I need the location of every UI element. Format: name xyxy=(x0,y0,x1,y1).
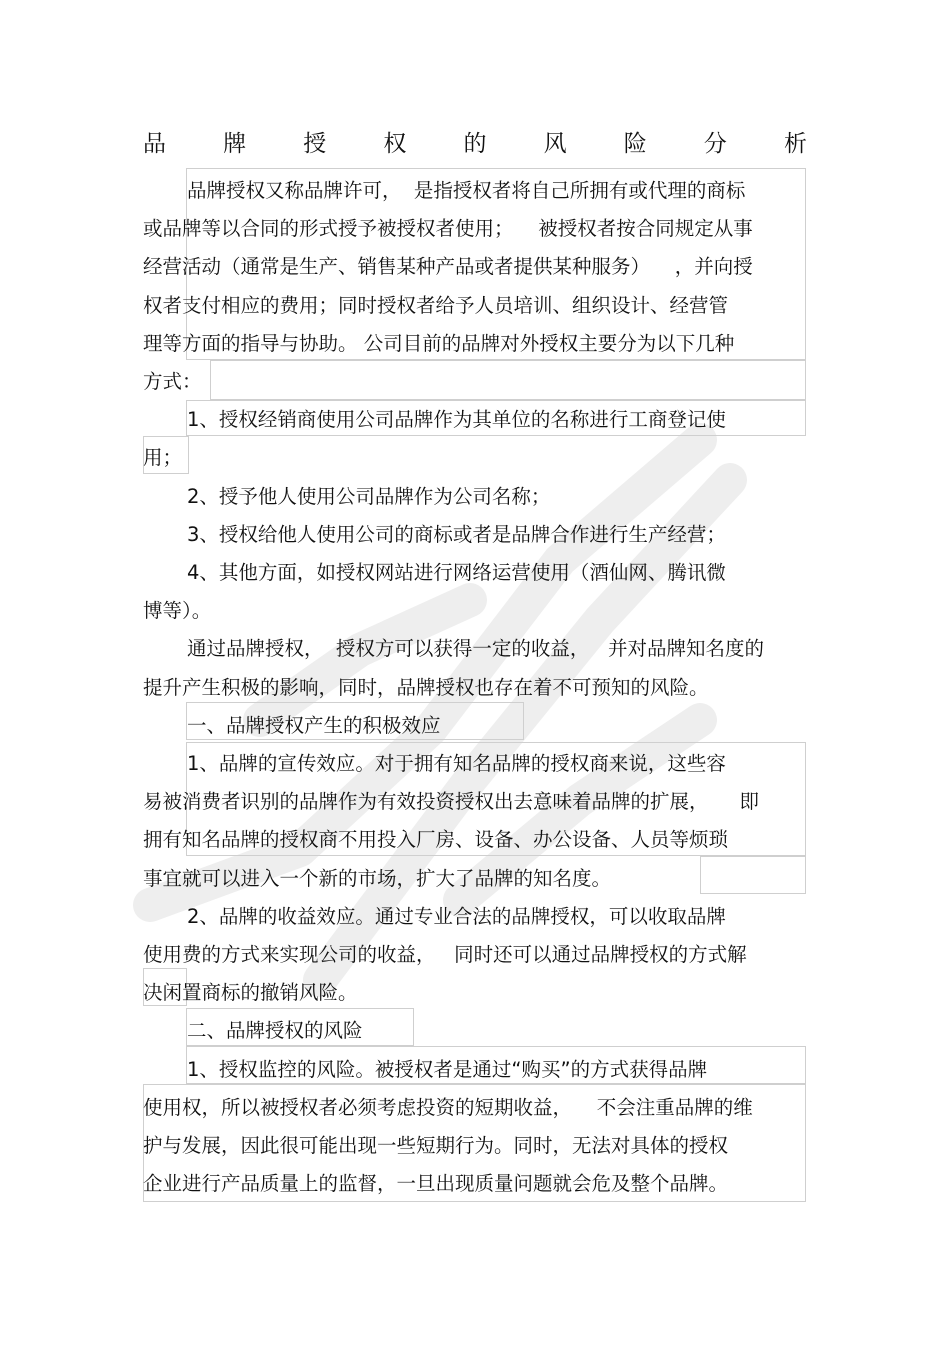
text-line: 4、其他方面，如授权网站进行网络运营使用（酒仙网、腾讯微 xyxy=(187,561,726,584)
text-line: 护与发展，因此很可能出现一些短期行为。同时，无法对具体的授权 xyxy=(143,1134,729,1157)
title-char: 分 xyxy=(703,130,727,157)
text-line: 1、品牌的宣传效应。对于拥有知名品牌的授权商来说，这些容 xyxy=(187,752,726,775)
text-line: 1、授权经销商使用公司品牌作为其单位的名称进行工商登记使 xyxy=(187,408,726,432)
frame-2 xyxy=(210,360,806,400)
document-title xyxy=(143,123,807,159)
text-line: 或品牌等以合同的形式授予被授权者使用； 被授权者按合同规定从事 xyxy=(143,217,753,241)
text-line: 用； xyxy=(143,446,183,470)
title-char: 风 xyxy=(543,130,567,157)
text-line: 1、授权监控的风险。被授权者是通过“购买”的方式获得品牌 xyxy=(187,1057,708,1081)
text-line: 方式： xyxy=(143,370,202,393)
title-char: 权 xyxy=(383,130,407,157)
title-char: 析 xyxy=(784,130,807,157)
title-char: 品 xyxy=(143,130,166,157)
title-char: 的 xyxy=(463,130,487,157)
text-line: 2、授予他人使用公司品牌作为公司名称； xyxy=(187,484,551,508)
text-line: 二、品牌授权的风险 xyxy=(187,1019,363,1043)
text-line: 理等方面的指导与协助。 公司目前的品牌对外授权主要分为以下几种 xyxy=(143,331,735,355)
text-line: 使用权，所以被授权者必须考虑投资的短期收益， 不会注重品牌的维 xyxy=(143,1095,753,1119)
text-line: 博等）。 xyxy=(143,599,212,623)
title-char: 险 xyxy=(623,130,647,157)
text-line: 品牌授权又称品牌许可， 是指授权者将自己所拥有或代理的商标 xyxy=(187,179,746,202)
text-line: 权者支付相应的费用；同时授权者给予人员培训、组织设计、经营管 xyxy=(143,293,729,317)
text-line: 易被消费者识别的品牌作为有效投资授权出去意味着品牌的扩展， 即 xyxy=(143,790,759,814)
text-line: 使用费的方式来实现公司的收益， 同时还可以通过品牌授权的方式解 xyxy=(143,943,747,966)
frame-7 xyxy=(700,856,806,894)
title-char: 授 xyxy=(303,130,327,157)
text-line: 一、品牌授权产生的积极效应 xyxy=(187,713,441,737)
text-line: 决闲置商标的撤销风险。 xyxy=(143,981,358,1005)
text-line: 通过品牌授权， 授权方可以获得一定的收益， 并对品牌知名度的 xyxy=(187,637,764,661)
text-line: 事宜就可以进入一个新的市场，扩大了品牌的知名度。 xyxy=(143,866,612,890)
text-line: 企业进行产品质量上的监督，一旦出现质量问题就会危及整个品牌。 xyxy=(143,1172,729,1196)
text-line: 拥有知名品牌的授权商不用投入厂房、设备、办公设备、人员等烦琐 xyxy=(143,828,729,852)
text-line: 经营活动（通常是生产、销售某种产品或者提供某种服务） ，并向授 xyxy=(143,255,753,279)
text-line: 2、品牌的收益效应。通过专业合法的品牌授权，可以收取品牌 xyxy=(187,904,726,928)
text-line: 提升产生积极的影响，同时，品牌授权也存在着不可预知的风险。 xyxy=(143,675,709,699)
title-char: 牌 xyxy=(223,130,247,157)
text-line: 3、授权给他人使用公司的商标或者是品牌合作进行生产经营； xyxy=(187,522,726,546)
